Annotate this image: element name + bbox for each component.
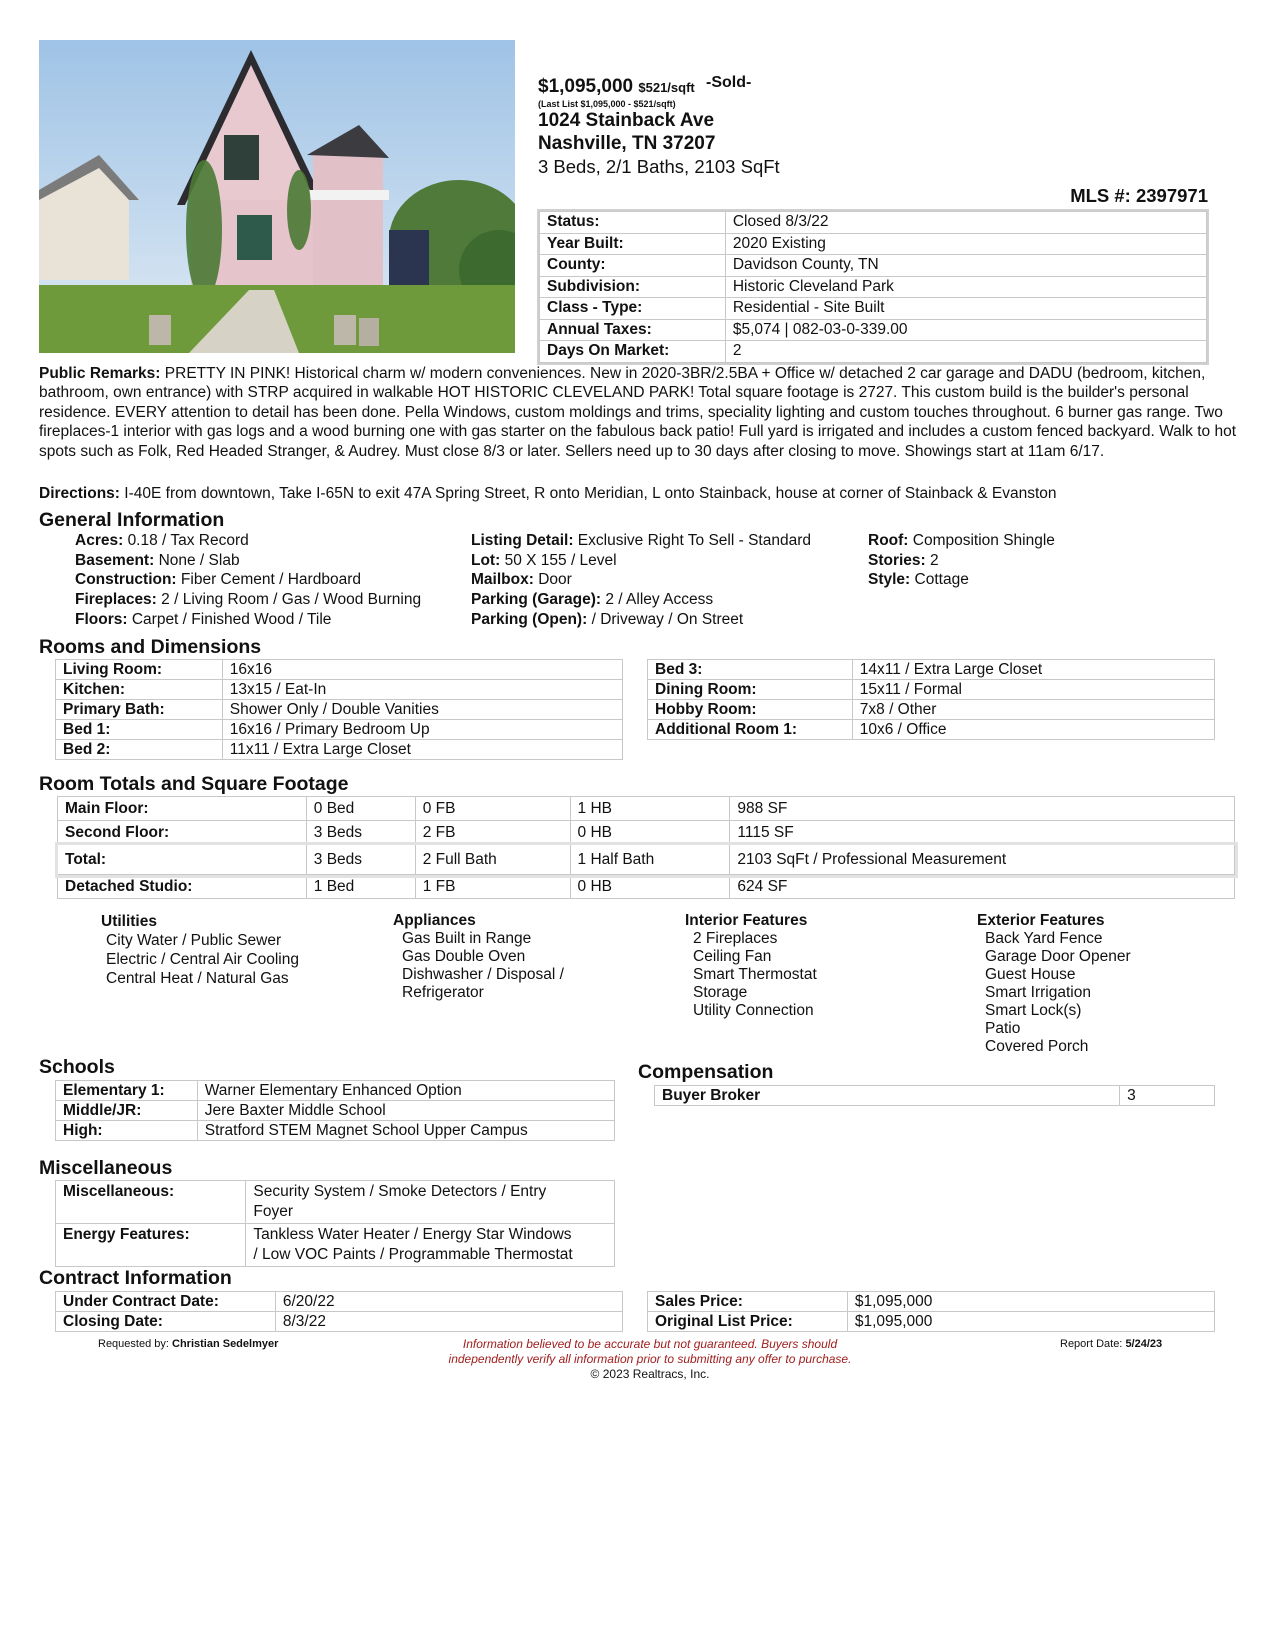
table-row <box>655 1086 1215 1106</box>
interior-features-list <box>685 912 817 1020</box>
status-field-label: Year Built: <box>540 233 726 255</box>
floor-sqft: 988 SF <box>730 797 1235 821</box>
general-info-value: Composition Shingle <box>912 532 1055 549</box>
feature-item: Back Yard Fence <box>985 930 1103 947</box>
room-label: Bed 1: <box>56 720 223 740</box>
general-info-label: Style: <box>868 571 911 589</box>
table-row <box>648 680 1215 700</box>
status-field-label: Annual Taxes: <box>540 319 726 341</box>
table-row <box>56 660 623 680</box>
general-info-label: Basement: <box>75 551 155 569</box>
feature-item: Storage <box>693 984 748 1001</box>
feature-item: Central Heat / Natural Gas <box>106 970 289 987</box>
table-row <box>58 821 1235 845</box>
status-field-value: Residential - Site Built <box>725 298 1206 320</box>
table-row <box>56 1224 615 1267</box>
requested-by <box>98 1338 278 1350</box>
room-label: Dining Room: <box>648 680 853 700</box>
floor-label: Second Floor: <box>58 821 307 845</box>
room-totals-table <box>57 796 1235 899</box>
utilities-list <box>101 912 299 988</box>
feature-item: Covered Porch <box>985 1038 1089 1055</box>
status-field-label: County: <box>540 255 726 277</box>
feature-item: Smart Thermostat <box>693 966 817 983</box>
table-row <box>56 1081 615 1101</box>
table-row <box>56 1121 615 1141</box>
requested-by-name: Christian Sedelmyer <box>172 1338 279 1350</box>
floor-label: Detached Studio: <box>58 875 307 899</box>
general-info-value: Exclusive Right To Sell - Standard <box>577 532 811 549</box>
disclaimer <box>380 1337 920 1367</box>
misc-value <box>246 1181 615 1224</box>
general-info-item <box>868 551 1055 571</box>
requested-by-label: Requested by: <box>98 1338 169 1350</box>
table-row <box>58 875 1235 899</box>
feature-item: 2 Fireplaces <box>693 930 778 947</box>
general-info-value: Carpet / Finished Wood / Tile <box>131 610 332 628</box>
general-info-item <box>75 551 421 571</box>
city-state-zip: Nashville, TN 37207 <box>538 133 716 154</box>
feature-item: Patio <box>985 1020 1021 1037</box>
general-info-item <box>471 570 811 590</box>
general-info-item <box>471 531 811 551</box>
room-label: Living Room: <box>56 660 223 680</box>
table-row <box>648 700 1215 720</box>
general-info-label: Parking (Open): <box>471 610 588 628</box>
rooms-title: Rooms and Dimensions <box>39 636 262 658</box>
status-table <box>539 211 1207 363</box>
report-date-label: Report Date: <box>1060 1338 1123 1350</box>
room-value: 14x11 / Extra Large Closet <box>852 660 1214 680</box>
table-row <box>648 660 1215 680</box>
general-info-value: 2 / Alley Access <box>605 591 714 609</box>
floor-sqft: 2103 SqFt / Professional Measurement <box>730 845 1235 875</box>
room-value: 16x16 <box>222 660 622 680</box>
table-row <box>58 845 1235 875</box>
compensation-label: Buyer Broker <box>655 1086 1120 1106</box>
misc-title: Miscellaneous <box>39 1157 173 1179</box>
contract-field-value: $1,095,000 <box>847 1292 1214 1312</box>
floor-sqft: 624 SF <box>730 875 1235 899</box>
floor-half-baths: 0 HB <box>570 821 730 845</box>
floor-beds: 1 Bed <box>306 875 415 899</box>
interior-title: Interior Features <box>685 912 808 929</box>
general-info-value: Fiber Cement / Hardboard <box>180 571 361 589</box>
listing-header <box>538 76 1208 178</box>
general-info-item <box>75 570 421 590</box>
general-info-label: Floors: <box>75 610 128 628</box>
school-value: Stratford STEM Magnet School Upper Campus <box>197 1121 614 1141</box>
feature-item: Dishwasher / Disposal / <box>402 966 564 983</box>
general-info-item <box>75 610 421 630</box>
directions-text: I-40E from downtown, Take I-65N to exit 47A Spring Street, R onto Meridian, L onto Stainback, house at corner of Stainback & Evanston <box>124 485 1057 502</box>
compensation-table <box>654 1085 1215 1106</box>
table-row <box>540 341 1207 363</box>
contract-right-table <box>647 1291 1215 1332</box>
compensation-title: Compensation <box>638 1061 774 1083</box>
report-date <box>1060 1338 1162 1350</box>
floor-half-baths: 1 HB <box>570 797 730 821</box>
table-row <box>56 740 623 760</box>
general-info-value: / Driveway / On Street <box>591 610 744 628</box>
floor-sqft: 1115 SF <box>730 821 1235 845</box>
status-field-value: 2 <box>725 341 1206 363</box>
general-info-label: Fireplaces: <box>75 591 157 609</box>
feature-item: Electric / Central Air Cooling <box>106 951 299 968</box>
appliances-list <box>393 912 564 1002</box>
schools-table <box>55 1080 615 1141</box>
school-label: Middle/JR: <box>56 1101 198 1121</box>
general-info-col-2 <box>471 531 811 630</box>
general-info-label: Parking (Garage): <box>471 591 602 609</box>
feature-item: Utility Connection <box>693 1002 814 1019</box>
room-value: 15x11 / Formal <box>852 680 1214 700</box>
general-info-col-1 <box>75 531 421 630</box>
misc-value <box>246 1224 615 1267</box>
table-row <box>540 212 1207 234</box>
contract-field-value: 8/3/22 <box>275 1312 622 1332</box>
general-info-label: Construction: <box>75 571 177 589</box>
general-info-value: Cottage <box>914 571 969 589</box>
status-field-label: Class - Type: <box>540 298 726 320</box>
school-label: Elementary 1: <box>56 1081 198 1101</box>
feature-item: Gas Built in Range <box>402 930 532 947</box>
public-remarks-text: PRETTY IN PINK! Historical charm w/ modern conveniences. New in 2020-3BR/2.5BA + Office w/ detached 2 car garage and DADU (bedroom, kitchen, bathroom, own entrance) with STRP acquired in walkable HOT HISTORIC CLEVELAND PARK! Total square footage is 2727. This custom build is the builder's personal residence. EVERY attention to detail has been done. Pella Windows, custom moldings and trims, speciality lighting and custom touches throughout. 6 burner gas range. Two fireplaces-1 interior with gas logs and a wood burning one with gas starter on the fabulous back patio! Full yard is irrigated and includes a custom fenced backyard. Walk to hot spots such as Folk, Red Headed Stranger, & Audrey. Must close 8/3 or later. Sellers need up to 30 days after closing to move. Showings start at 11am 6/17. <box>39 365 1237 460</box>
table-row <box>648 720 1215 740</box>
last-list-price: (Last List $1,095,000 - $521/sqft) <box>538 99 676 109</box>
general-info-value: Door <box>538 571 572 589</box>
general-info-value: None / Slab <box>158 551 240 569</box>
general-info-value: 2 <box>930 551 939 569</box>
room-label: Additional Room 1: <box>648 720 853 740</box>
room-value: 16x16 / Primary Bedroom Up <box>222 720 622 740</box>
utilities-title: Utilities <box>101 913 157 930</box>
misc-label: Miscellaneous: <box>56 1181 246 1224</box>
table-row <box>56 720 623 740</box>
contract-field-value: 6/20/22 <box>275 1292 622 1312</box>
general-info-label: Roof: <box>868 532 909 549</box>
price: $1,095,000 <box>538 76 634 97</box>
table-row <box>648 1312 1215 1332</box>
room-value: 7x8 / Other <box>852 700 1214 720</box>
table-row <box>56 1292 623 1312</box>
table-row <box>56 1101 615 1121</box>
general-info-title: General Information <box>39 509 225 531</box>
general-info-label: Lot: <box>471 551 501 569</box>
misc-label: Energy Features: <box>56 1224 246 1267</box>
table-row <box>648 1292 1215 1312</box>
disclaimer-line-1: Information believed to be accurate but not guaranteed. Buyers should <box>462 1337 838 1351</box>
status-field-label: Status: <box>540 212 726 234</box>
floor-half-baths: 1 Half Bath <box>570 845 730 875</box>
contract-field-label: Sales Price: <box>648 1292 848 1312</box>
school-value: Jere Baxter Middle School <box>197 1101 614 1121</box>
contract-left-table <box>55 1291 623 1332</box>
school-value: Warner Elementary Enhanced Option <box>197 1081 614 1101</box>
contract-title: Contract Information <box>39 1267 232 1289</box>
table-row <box>540 233 1207 255</box>
general-info-value: 0.18 / Tax Record <box>127 532 249 549</box>
floor-full-baths: 1 FB <box>415 875 570 899</box>
rooms-right-table <box>647 659 1215 740</box>
general-info-label: Acres: <box>75 532 124 549</box>
rooms-left-table <box>55 659 623 760</box>
general-info-value: 50 X 155 / Level <box>504 551 617 569</box>
directions <box>39 485 1239 503</box>
feature-item: Gas Double Oven <box>402 948 526 965</box>
floor-beds: 0 Bed <box>306 797 415 821</box>
feature-item: Garage Door Opener <box>985 948 1131 965</box>
general-info-item <box>471 610 811 630</box>
misc-value-line-1: Security System / Smoke Detectors / Entry <box>253 1183 547 1200</box>
price-per-sqft: $521/sqft <box>638 80 695 95</box>
general-info-value: 2 / Living Room / Gas / Wood Burning <box>161 591 422 609</box>
general-info-item <box>75 531 421 551</box>
mls-number: MLS #: 2397971 <box>1070 185 1208 206</box>
room-totals-title: Room Totals and Square Footage <box>39 773 349 795</box>
exterior-title: Exterior Features <box>977 912 1105 929</box>
sold-label: -Sold- <box>706 74 752 91</box>
property-photo <box>39 40 515 353</box>
general-info-label: Listing Detail: <box>471 532 574 549</box>
table-row <box>56 1181 615 1224</box>
status-field-value: 2020 Existing <box>725 233 1206 255</box>
floor-label: Main Floor: <box>58 797 307 821</box>
misc-table <box>55 1180 615 1267</box>
general-info-item <box>868 531 1055 551</box>
general-info-item <box>75 590 421 610</box>
room-label: Primary Bath: <box>56 700 223 720</box>
floor-full-baths: 2 FB <box>415 821 570 845</box>
floor-full-baths: 2 Full Bath <box>415 845 570 875</box>
table-row <box>56 700 623 720</box>
feature-item: City Water / Public Sewer <box>106 932 282 949</box>
room-label: Hobby Room: <box>648 700 853 720</box>
schools-title: Schools <box>39 1056 115 1078</box>
room-label: Kitchen: <box>56 680 223 700</box>
floor-half-baths: 0 HB <box>570 875 730 899</box>
status-field-label: Days On Market: <box>540 341 726 363</box>
compensation-value: 3 <box>1120 1086 1215 1106</box>
appliances-title: Appliances <box>393 912 476 929</box>
contract-field-label: Under Contract Date: <box>56 1292 276 1312</box>
contract-field-label: Closing Date: <box>56 1312 276 1332</box>
misc-value-line-1: Tankless Water Heater / Energy Star Windows <box>253 1226 572 1243</box>
street-address: 1024 Stainback Ave <box>538 110 715 131</box>
status-field-value: Davidson County, TN <box>725 255 1206 277</box>
floor-label: Total: <box>58 845 307 875</box>
table-row <box>56 1312 623 1332</box>
general-info-item <box>868 570 1055 590</box>
room-value: 10x6 / Office <box>852 720 1214 740</box>
table-row <box>56 680 623 700</box>
room-label: Bed 2: <box>56 740 223 760</box>
misc-value-line-2: Foyer <box>253 1203 294 1220</box>
feature-item: Guest House <box>985 966 1076 983</box>
disclaimer-line-2: independently verify all information prior to submitting any offer to purchase. <box>448 1352 852 1366</box>
table-row <box>540 276 1207 298</box>
status-field-value: Historic Cleveland Park <box>725 276 1206 298</box>
feature-item: Smart Lock(s) <box>985 1002 1082 1019</box>
status-field-value: $5,074 | 082-03-0-339.00 <box>725 319 1206 341</box>
room-value: 13x15 / Eat-In <box>222 680 622 700</box>
table-row <box>540 319 1207 341</box>
status-field-value: Closed 8/3/22 <box>725 212 1206 234</box>
floor-beds: 3 Beds <box>306 821 415 845</box>
table-row <box>58 797 1235 821</box>
feature-item: Ceiling Fan <box>693 948 772 965</box>
general-info-label: Stories: <box>868 551 926 569</box>
contract-field-label: Original List Price: <box>648 1312 848 1332</box>
room-value: 11x11 / Extra Large Closet <box>222 740 622 760</box>
general-info-item <box>471 590 811 610</box>
exterior-features-list <box>977 912 1131 1056</box>
room-label: Bed 3: <box>648 660 853 680</box>
school-label: High: <box>56 1121 198 1141</box>
public-remarks <box>39 364 1239 461</box>
floor-full-baths: 0 FB <box>415 797 570 821</box>
public-remarks-label: Public Remarks: <box>39 365 161 382</box>
feature-item: Smart Irrigation <box>985 984 1091 1001</box>
room-value: Shower Only / Double Vanities <box>222 700 622 720</box>
listing-summary: 3 Beds, 2/1 Baths, 2103 SqFt <box>538 156 780 177</box>
general-info-col-3 <box>868 531 1055 590</box>
status-field-label: Subdivision: <box>540 276 726 298</box>
report-date-value: 5/24/23 <box>1125 1338 1163 1350</box>
copyright: © 2023 Realtracs, Inc. <box>590 1367 710 1381</box>
table-row <box>540 255 1207 277</box>
feature-item: Refrigerator <box>402 984 484 1001</box>
floor-beds: 3 Beds <box>306 845 415 875</box>
general-info-item <box>471 551 811 571</box>
directions-label: Directions: <box>39 485 120 502</box>
table-row <box>540 298 1207 320</box>
contract-field-value: $1,095,000 <box>847 1312 1214 1332</box>
misc-value-line-2: / Low VOC Paints / Programmable Thermostat <box>253 1246 573 1263</box>
general-info-label: Mailbox: <box>471 571 534 589</box>
